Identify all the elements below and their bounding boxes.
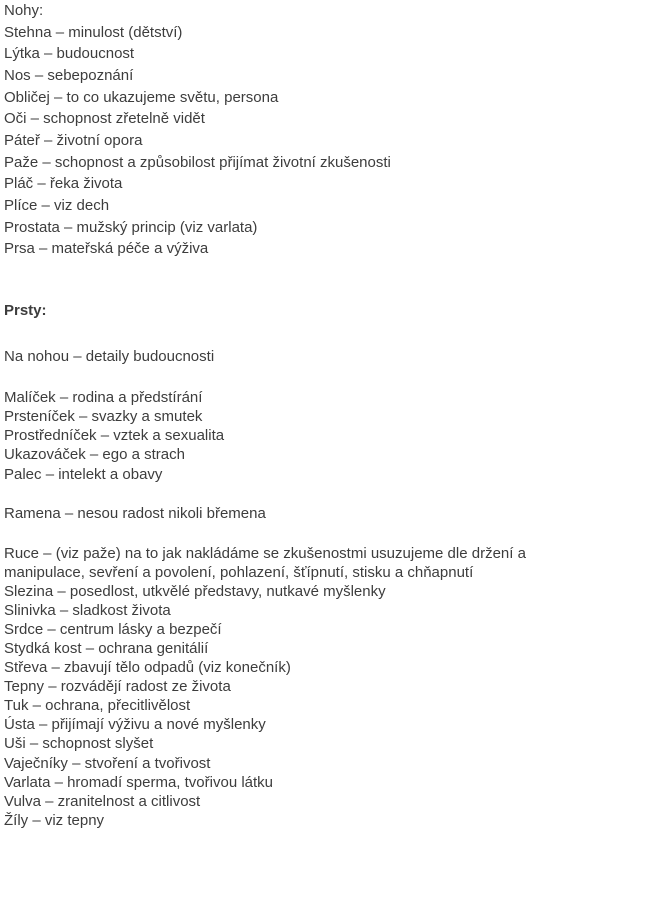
text-line: Slinivka – sladkost života <box>4 602 171 620</box>
text-line: Prsty: <box>4 302 47 319</box>
text-line: Tepny – rozvádějí radost ze života <box>4 678 231 696</box>
section-toes <box>4 347 664 366</box>
text-line: Palec – intelekt a obavy <box>4 465 163 483</box>
text-line: Malíček – rodina a předstírání <box>4 389 203 406</box>
section-legs-and-upper-body <box>4 0 664 260</box>
text-line: Prsa – mateřská péče a výživa <box>4 240 209 258</box>
text-line: Střeva – zbavují tělo odpadů (viz konečník) <box>4 659 291 677</box>
text-line: Ukazováček – ego a strach <box>4 446 185 464</box>
text-line: Ruce – (viz paže) na to jak nakládáme se zkušenostmi usuzujeme dle držení a <box>4 545 526 562</box>
text-line: Nohy: <box>4 2 44 19</box>
text-line: Vulva – zranitelnost a citlivost <box>4 792 201 810</box>
section-fingers-heading <box>4 301 664 320</box>
text-line: Stydká kost – ochrana genitálií <box>4 640 209 658</box>
text-line: Vaječníky – stvoření a tvořivost <box>4 754 211 772</box>
text-line: Prostata – mužský princip (viz varlata) <box>4 218 258 236</box>
text-line: Prostředníček – vztek a sexualita <box>4 427 225 445</box>
text-line: Ústa – přijímají výživu a nové myšlenky <box>4 716 266 734</box>
text-line: Nos – sebepoznání <box>4 66 134 84</box>
text-line: manipulace, sevření a povolení, pohlazení, šťípnutí, stisku a chňapnutí <box>4 564 474 582</box>
section-organs-and-rest <box>4 544 664 830</box>
text-line: Pláč – řeka života <box>4 175 123 193</box>
text-line: Ramena – nesou radost nikoli břemena <box>4 505 266 522</box>
text-line: Obličej – to co ukazujeme světu, persona <box>4 88 279 106</box>
text-line: Plíce – viz dech <box>4 196 110 214</box>
text-line: Stehna – minulost (dětství) <box>4 23 183 41</box>
section-shoulders <box>4 504 664 523</box>
text-line: Uši – schopnost slyšet <box>4 735 154 753</box>
text-line: Na nohou – detaily budoucnosti <box>4 348 215 365</box>
text-line: Tuk – ochrana, přecitlivělost <box>4 697 191 715</box>
section-fingers <box>4 388 664 484</box>
text-line: Paže – schopnost a způsobilost přijímat životní zkušenosti <box>4 153 391 171</box>
text-line: Žíly – viz tepny <box>4 811 105 829</box>
text-line: Prsteníček – svazky a smutek <box>4 408 203 426</box>
text-line: Varlata – hromadí sperma, tvořivou látku <box>4 773 274 791</box>
text-line: Slezina – posedlost, utkvělé představy, nutkavé myšlenky <box>4 583 386 601</box>
text-line: Páteř – životní opora <box>4 131 143 149</box>
text-line: Oči – schopnost zřetelně vidět <box>4 110 205 128</box>
text-line: Srdce – centrum lásky a bezpečí <box>4 621 222 639</box>
text-line: Lýtka – budoucnost <box>4 45 135 63</box>
